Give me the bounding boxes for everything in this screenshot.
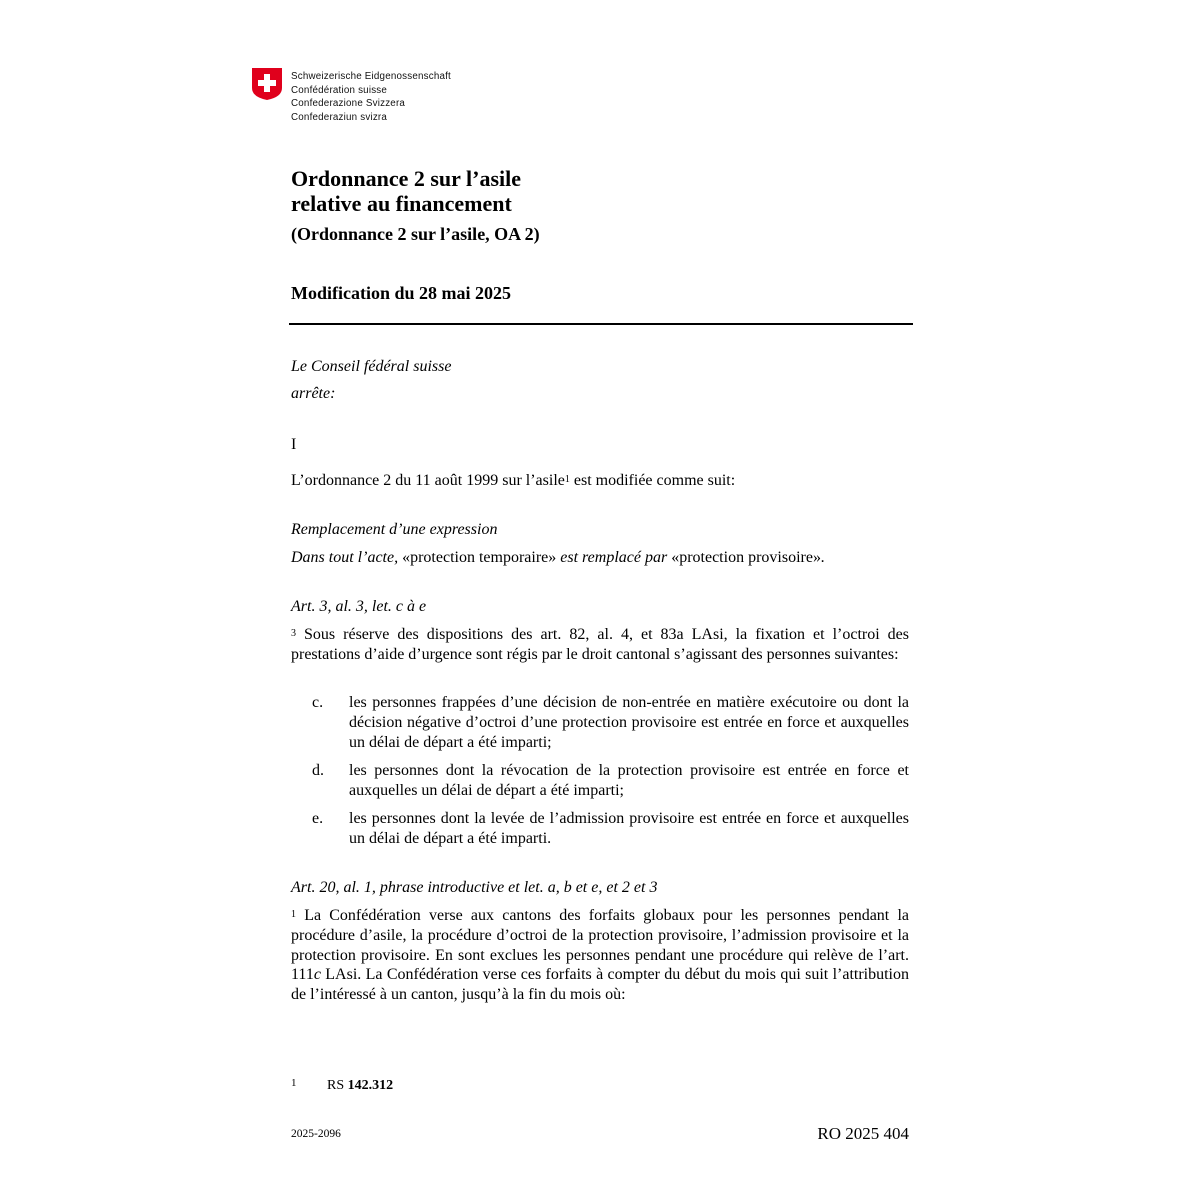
replacement-old-term: «protection temporaire» (402, 549, 557, 566)
list-item-text: les personnes dont la révocation de la protection provisoire est entrée en force et auxquelles un délai de départ a été imparti; (349, 762, 909, 799)
footnote-prefix: RS (327, 1078, 348, 1093)
ro-reference: RO 2025 404 (817, 1124, 909, 1143)
list-item-text: les personnes dont la levée de l’admission provisoire est entrée en force et auxquelles un délai de départ a été imparti. (349, 810, 909, 847)
title-divider (289, 323, 913, 325)
art20-text: La Confédération verse aux cantons des forfaits globaux pour les personnes pendant la procédure d’asile, la procédure d’octroi de la protection provisoire, l’admission provisoire et la protection provisoire. En sont exclues les personnes pendant une procédure qui relève de l’art. 111 (291, 907, 909, 984)
replacement-part-5: . (820, 549, 825, 566)
list-item (312, 809, 909, 849)
intro-paragraph (291, 471, 909, 491)
list-item-text: les personnes frappées d’une décision de non-entrée en matière exécutoire ou dont la décision négative d’octroi d’une protection provisoire est entrée en force et auxquelles un délai de départ a été imparti; (349, 694, 909, 751)
swiss-cross-icon (252, 68, 282, 100)
replacement-paragraph (291, 548, 909, 568)
art3-al-number: 3 (291, 628, 296, 639)
footnote-ref[interactable]: 1 (564, 474, 570, 485)
art20-al-number: 1 (291, 909, 296, 920)
art20-text-end: LAsi. La Confédération verse ces forfaits à compter du début du mois qui suit l’attribution de l’intéressé à un canton, jusqu’à la fin du mois où: (291, 966, 909, 1004)
confederation-names (291, 70, 451, 124)
art3-text: Sous réserve des dispositions des art. 82, al. 4, et 83a LAsi, la fixation et l’octroi des prestations d’aide d’urgence sont régis par le droit cantonal s’agissant des personnes suivantes: (291, 626, 909, 663)
preamble-conseil: Le Conseil fédéral suisse (291, 358, 452, 375)
art3-paragraph (291, 625, 909, 665)
footnote-number: 1 (291, 1077, 297, 1089)
art20-heading: Art. 20, al. 1, phrase introductive et let. a, b et e, et 2 et 3 (291, 879, 658, 896)
list-item (312, 761, 909, 801)
modification-date: Modification du 28 mai 2025 (291, 283, 512, 303)
intro-text-end: est modifiée comme suit: (569, 472, 736, 489)
art3-heading: Art. 3, al. 3, let. c à e (291, 598, 427, 615)
list-item-label: c. (312, 694, 324, 711)
confederation-rm: Confederaziun svizra (291, 111, 388, 123)
confederation-fr: Confédération suisse (291, 84, 388, 96)
document-number: 2025-2096 (291, 1128, 341, 1140)
art20-paragraph (291, 906, 909, 1005)
confederation-de: Schweizerische Eidgenossenschaft (291, 71, 451, 82)
preamble-arrete: arrête: (291, 385, 336, 402)
intro-text: L’ordonnance 2 du 11 août 1999 sur l’asile (291, 472, 565, 489)
list-item-label: d. (312, 762, 324, 779)
preamble (291, 353, 451, 407)
title-line-2: relative au financement (291, 191, 512, 216)
replacement-part-3: est remplacé par (556, 549, 672, 566)
title-line-1: Ordonnance 2 sur l’asile (291, 166, 522, 191)
footnote-reference[interactable]: 142.312 (347, 1078, 394, 1093)
replacement-part-1: Dans tout l’acte, (291, 549, 403, 566)
art20-text-letter: c (313, 966, 321, 984)
confederation-it: Confederazione Svizzera (291, 98, 406, 109)
document-title (291, 166, 521, 216)
replacement-heading: Remplacement d’une expression (291, 521, 498, 538)
section-number: I (291, 436, 297, 453)
footnote (291, 1078, 393, 1094)
short-title: (Ordonnance 2 sur l’asile, OA 2) (291, 224, 540, 244)
list-item-label: e. (312, 810, 324, 827)
list-item (312, 693, 909, 752)
replacement-new-term: «protection provisoire» (671, 549, 821, 566)
